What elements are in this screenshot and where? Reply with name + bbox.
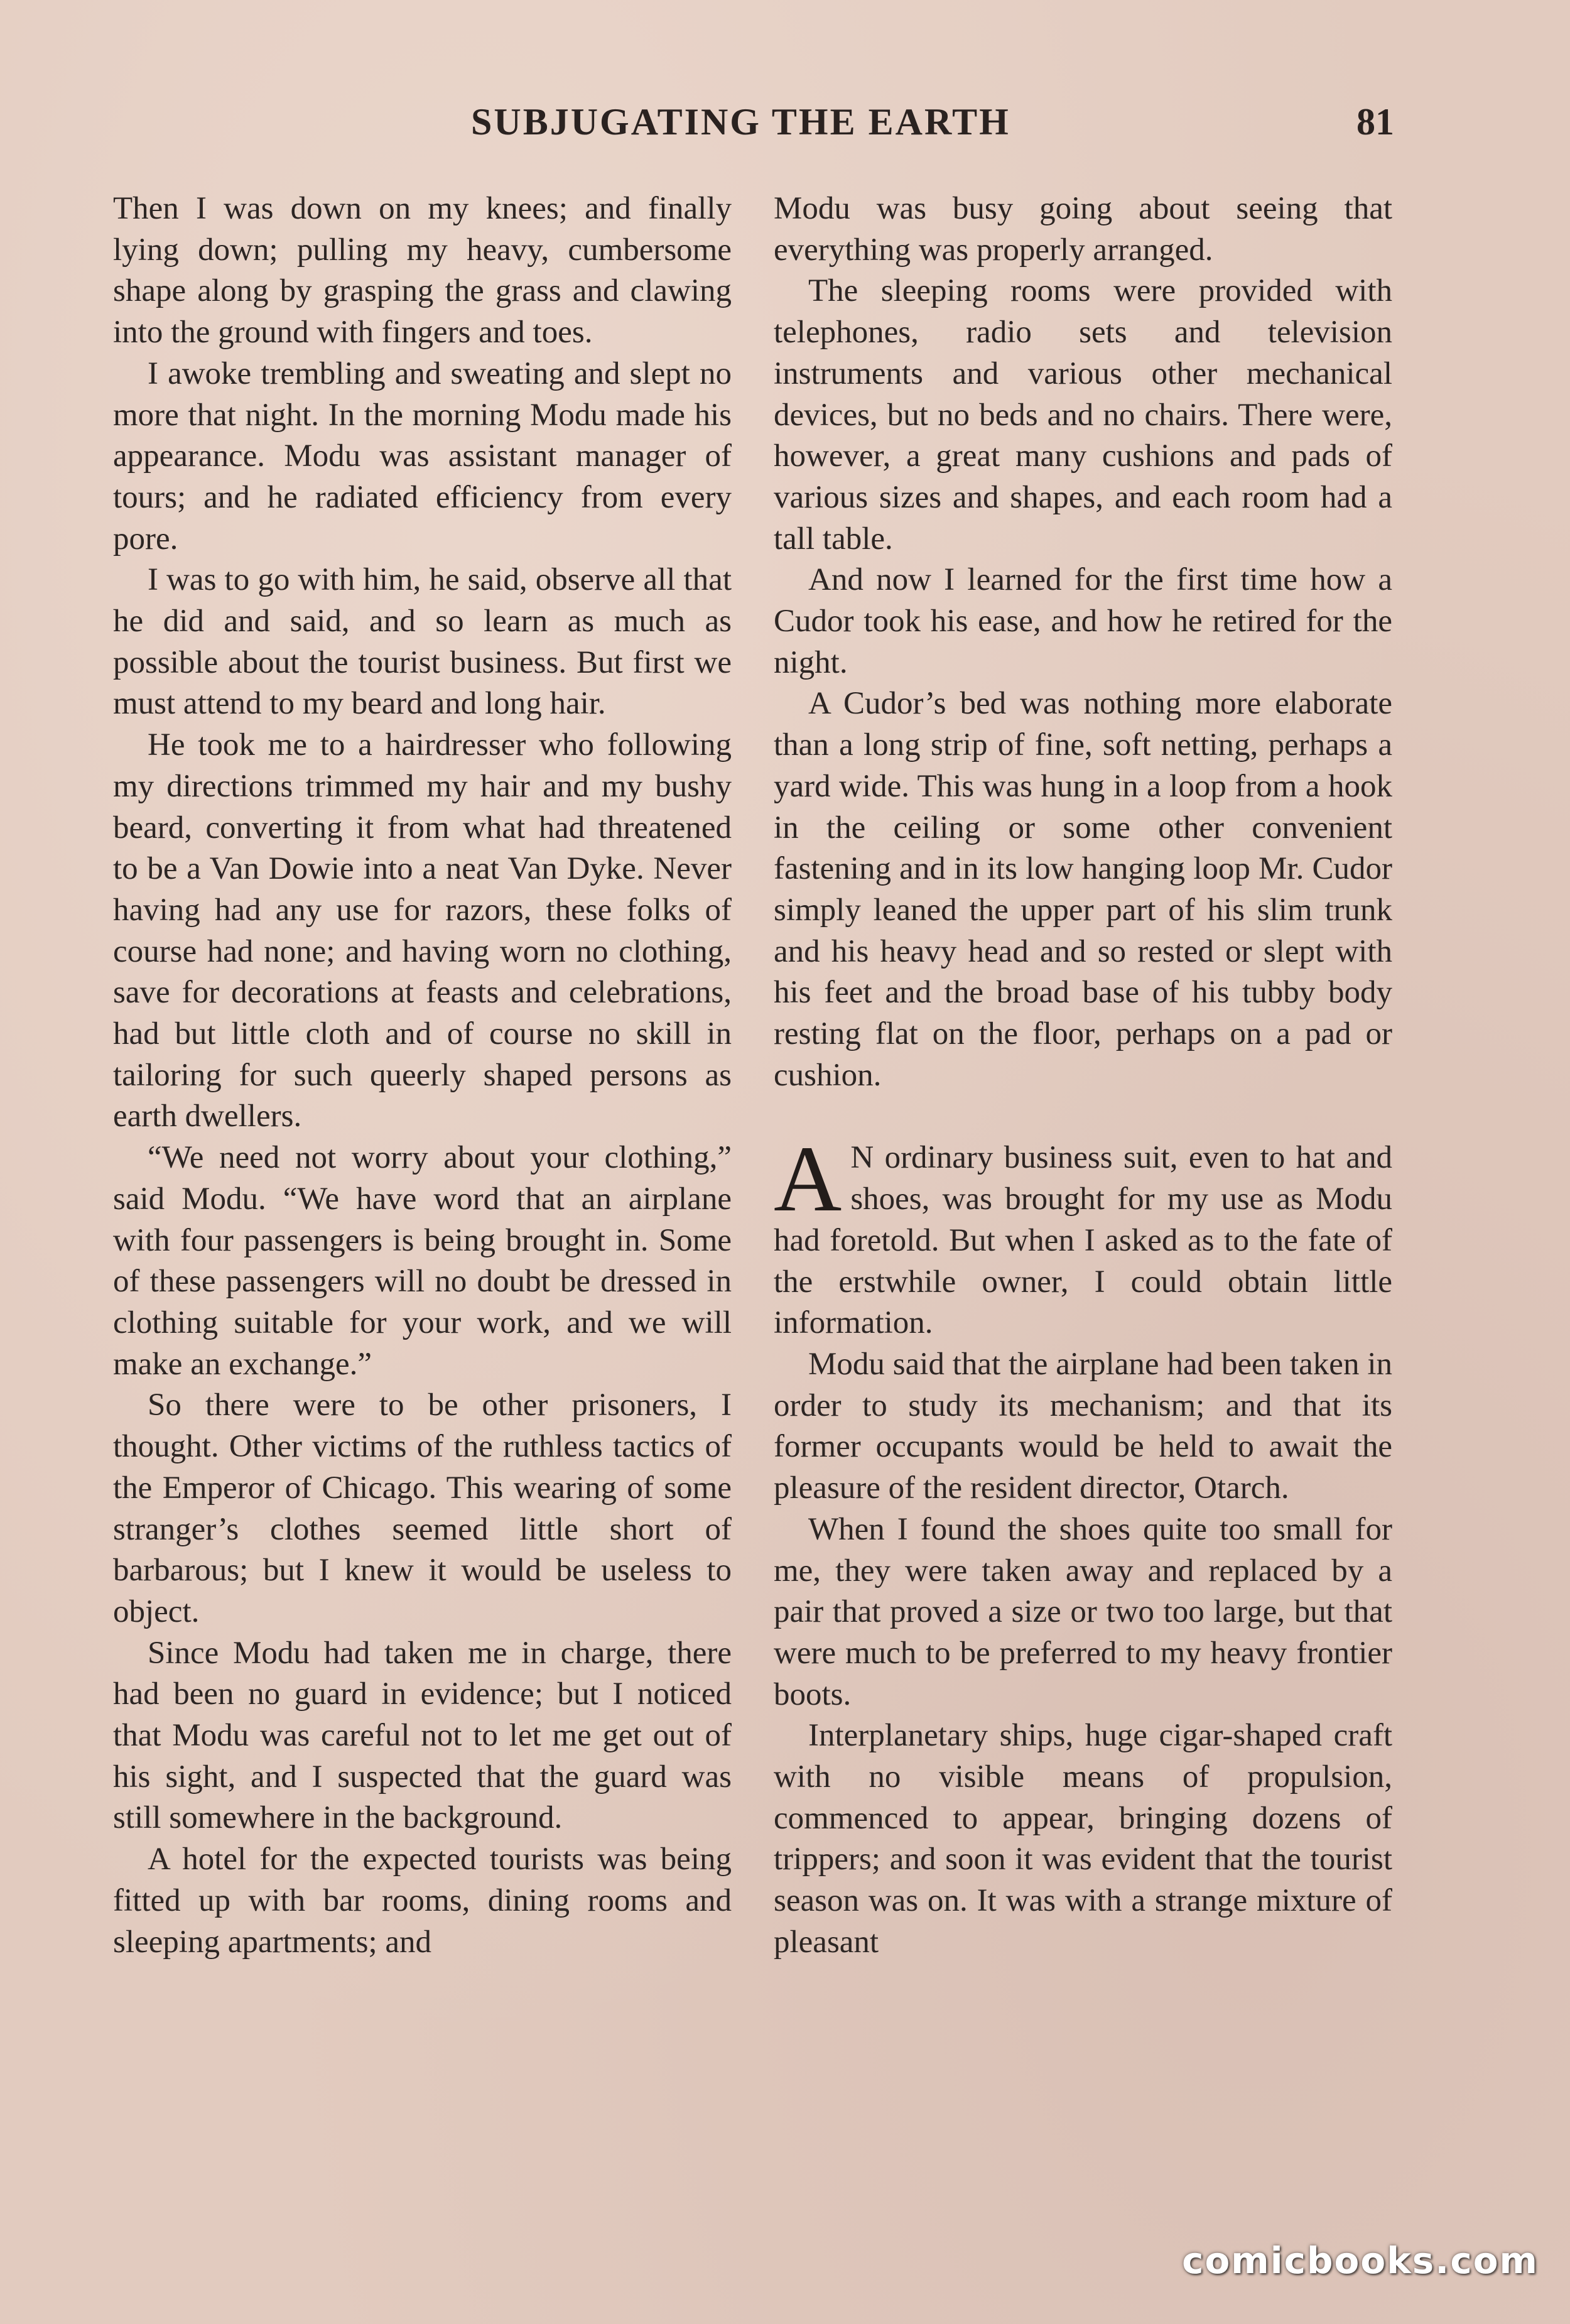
left-column (113, 188, 732, 1963)
paragraph: When I found the shoes quite too small for me, they were taken away and replaced by a pair that proved a size or two too large, but that were much to be preferred to my heavy frontier boots. (774, 1511, 1392, 1712)
page-header (113, 100, 1394, 157)
paragraph: He took me to a hairdresser who following my directions trimmed my hair and my bushy beard, converting it from what had threatened to be a Van Dowie into a neat Van Dyke. Never having had any use for razors, these folks of course had none; and having worn no clothing, save for decorations at feasts and celebrations, had but little cloth and of course no skill in tailoring for such queerly shaped persons as earth dwellers. (113, 727, 732, 1134)
paragraph: And now I learned for the first time how a Cudor took his ease, and how he retired for the night. (774, 562, 1392, 680)
drop-cap: A (774, 1127, 842, 1232)
paragraph: Modu said that the airplane had been taken in order to study its mechanism; and that its former occupants would be held to await the pleasure of the resident director, Otarch. (774, 1346, 1392, 1506)
paragraph: A hotel for the expected tourists was being fitted up with bar rooms, dining rooms and sleeping apartments; and (113, 1842, 732, 1960)
site-watermark: comicbooks.com (1182, 2239, 1539, 2282)
paragraph: Since Modu had taken me in charge, there had been no guard in evidence; but I noticed that Modu was careful not to let me get out of his sight, and I suspected that the guard was still somewhere in the background. (113, 1635, 732, 1836)
paragraph: Interplanetary ships, huge cigar-shaped craft with no visible means of propulsion, commenced to appear, bringing dozens of trippers; and soon it was evident that the tourist season was on. It was with a strange mixture of pleasant (774, 1718, 1392, 1960)
paragraph: The sleeping rooms were provided with telephones, radio sets and television instruments and various other mechanical devices, but no beds and no chairs. There were, however, a great many cushions and pads of various sizes and shapes, and each room had a tall table. (774, 273, 1392, 557)
paragraph: Modu was busy going about seeing that everything was properly arranged. (774, 191, 1392, 268)
paragraph: I awoke trembling and sweating and slept no more that night. In the morning Modu made his appearance. Modu was assistant manager of tours; and he radiated efficiency from every pore. (113, 356, 732, 557)
paragraph: I was to go with him, he said, observe all that he did and said, and so learn as much as possible about the tourist business. But first we must attend to my beard and long hair. (113, 562, 732, 722)
right-column (774, 188, 1392, 1963)
page-number: 81 (1356, 101, 1394, 143)
section-opening-paragraph (774, 1127, 1392, 1344)
paragraph: Then I was down on my knees; and finally lying down; pulling my heavy, cumbersome shape along by grasping the grass and clawing into the ground with fingers and toes. (113, 191, 732, 350)
paragraph: A Cudor’s bed was nothing more elaborate than a long strip of fine, soft netting, perhaps a yard wide. This was hung in a loop from a hook in the ceiling or some other convenient fastening and in its low hanging loop Mr. Cudor simply leaned the upper part of his slim trunk and his heavy head and so rested or slept with his feet and the broad base of his tubby body resting flat on the floor, perhaps on a pad or cushion. (774, 686, 1392, 1093)
paragraph: “We need not worry about your clothing,” said Modu. “We have word that an airplane with four passengers is being brought in. Some of these passengers will no doubt be dressed in clothing suitable for your work, and we will make an exchange.” (113, 1140, 732, 1382)
paragraph: So there were to be other prisoners, I thought. Other victims of the ruthless tactics of the Emperor of Chicago. This wearing of some stranger’s clothes seemed little short of barbarous; but I knew it would be useless to object. (113, 1387, 732, 1629)
running-title: SUBJUGATING THE EARTH (471, 101, 1010, 143)
section-opening-text: N ordinary business suit, even to hat and shoes, was brought for my use as Modu had foretold. But when I asked as to the fate of the erstwhile owner, I could obtain little information. (774, 1140, 1392, 1341)
